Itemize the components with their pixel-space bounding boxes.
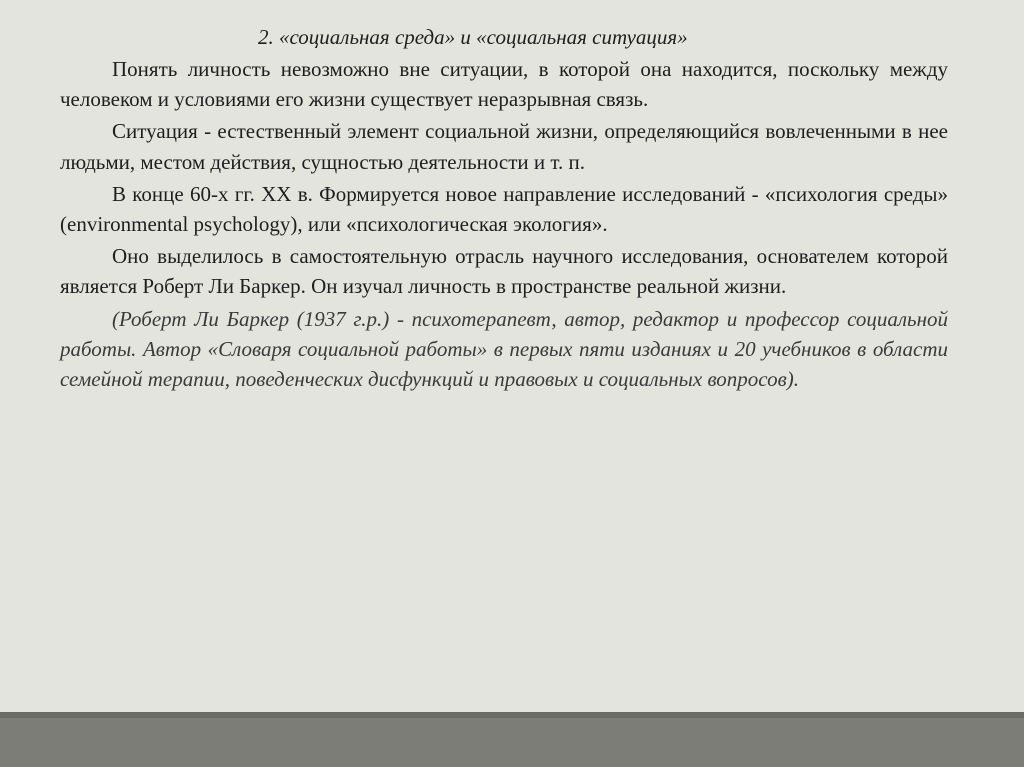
slide-content <box>60 22 948 396</box>
paragraph-3: В конце 60-х гг. XX в. Формируется новое направление исследований - «психология среды» (environmental psychology), или «психологическая экология». <box>60 181 948 237</box>
slide-heading: 2. «социальная среда» и «социальная ситуация» <box>258 25 688 49</box>
footer-band <box>0 712 1024 767</box>
biography-note: (Роберт Ли Баркер (1937 г.р.) - психотерапевт, автор, редактор и профессор социальной работы. Автор «Словаря социальной работы» в первых пяти изданиях и 20 учебников в области семейной терапии, поведенческих дисфункций и правовых и социальных вопросов). <box>60 306 948 392</box>
footer-band-edge <box>0 712 1024 718</box>
paragraph-1: Понять личность невозможно вне ситуации, в которой она находится, поскольку между человеком и условиями его жизни существует неразрывная связь. <box>60 57 948 112</box>
paragraph-4: Оно выделилось в самостоятельную отрасль научного исследования, основателем которой является Роберт Ли Баркер. Он изучал личность в пространстве реальной жизни. <box>60 244 948 299</box>
paragraph-2: Ситуация - естественный элемент социальной жизни, определяющийся вовлеченными в нее людьми, местом действия, сущностью деятельности и т. п. <box>60 119 948 174</box>
